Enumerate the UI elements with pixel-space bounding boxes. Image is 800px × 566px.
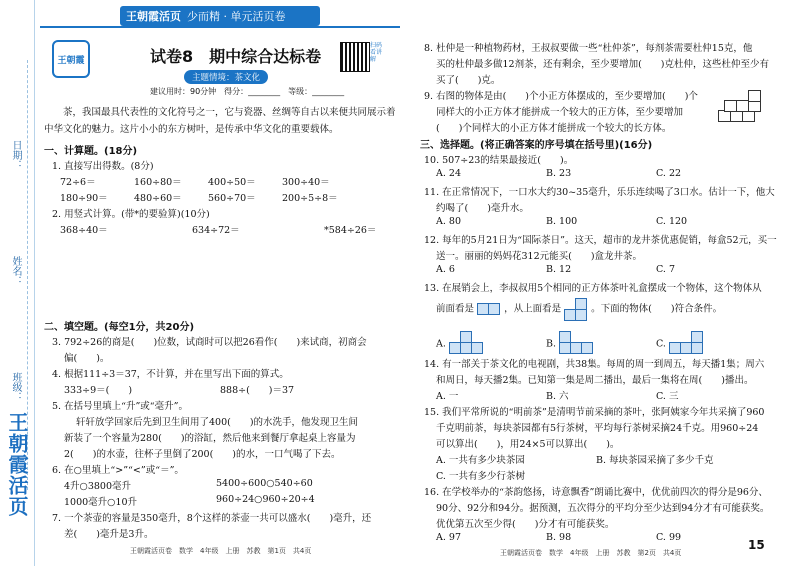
q16-line3: 优优第五次至少得( )分才有可能获奖。 — [436, 519, 615, 530]
q9-line2: 同样大的小正方体才能拼成一个较大的正方体，至少要增加 — [436, 107, 684, 118]
q6-text: 6. 在○里填上“>”“<”或“＝”。 — [52, 465, 184, 476]
theme-badge: 主题情境：茶文化 — [184, 70, 268, 84]
section-calc-heading: 一、计算题。(18分) — [44, 146, 138, 157]
q13-line1: 13. 在展销会上，李叔叔用5个相同的正方体茶叶礼盒摆成一个物体，这个物体从 — [424, 283, 762, 294]
q15-line3: 可以算出( )，用24×5可以算出( )。 — [436, 439, 620, 450]
class-label: 班级： — [10, 372, 21, 402]
q13-top-label: ，从上面看是 — [504, 303, 562, 315]
q4-eq2: 888÷( )＝37 — [220, 385, 295, 396]
q2-item: 368÷40＝ — [60, 225, 108, 236]
q1-row2 — [60, 190, 356, 204]
q14-line1: 14. 有一部关于茶文化的电视剧，共38集。每周的周一到周五，每天播1集；周六 — [424, 359, 765, 370]
q13-tail: 。下面的物体( )符合条件。 — [591, 303, 723, 315]
brand-tagline: 少而精 · 单元活页卷 — [187, 10, 286, 23]
q16-option: A. 97 — [436, 532, 461, 543]
cube-stack-figure — [718, 92, 774, 122]
q16-option: C. 99 — [656, 532, 682, 543]
q3-line1: 3. 792÷26的商是( )位数，试商时可以把26看作( )来试商，初商会 — [52, 337, 367, 348]
q1-item: 560÷70＝ — [208, 193, 256, 204]
q9-line3: ( )个同样大的小正方体才能拼成一个较大的长方体。 — [436, 123, 672, 134]
q16-line1: 16. 在学校举办的“茶韵悠扬，诗意飘香”朗诵比赛中，优优前四次的得分是96分、 — [424, 487, 768, 498]
q13-option-c — [656, 334, 703, 354]
header-rule — [40, 26, 400, 28]
q1-item: 400÷50＝ — [208, 177, 256, 188]
q4-eq1: 333÷9＝( ) — [64, 385, 133, 396]
q14-option: A. 一 — [436, 391, 459, 402]
q16-line2: 90分、92分和94分。据预测，五次得分的平均分至少达到94分才有可能获奖。 — [436, 503, 770, 514]
left-footer: 王朝霞活页卷 数学 4年级 上册 苏教 第1页 共4页 — [130, 547, 312, 555]
page-number: 15 — [748, 538, 765, 552]
cube-figure-b — [559, 334, 593, 354]
option-label: A. — [436, 338, 446, 350]
q8-line3: 买了( )克。 — [436, 75, 501, 86]
q11-line2: 约喝了( )毫升水。 — [436, 203, 529, 214]
q14-line2: 和周日，每天播2集。已知第一集是周二播出，最后一集将在周( )播出。 — [436, 375, 754, 386]
q15-line2: 千克明前茶，每块茶园都有5行茶树，平均每行茶树采摘24千克。用960÷24 — [436, 423, 759, 434]
qr-code-icon[interactable] — [340, 42, 370, 72]
q15-line1: 15. 我们平常所说的“明前茶”是清明节前采摘的茶叶，张阿姨家今年共采摘了960 — [424, 407, 765, 418]
cube-figure-a — [449, 334, 483, 354]
q9-line1: 9. 右图的物体是由( )个小正方体摆成的，至少要增加( )个 — [424, 91, 698, 102]
q13-line2 — [436, 298, 722, 320]
q8-line1: 8. 杜仲是一种植物药材，王叔叔要做一些“杜仲茶”，每剂茶需要杜仲15克，他 — [424, 43, 753, 54]
q2-row — [60, 222, 424, 236]
q3-line2: 偏( )。 — [64, 353, 110, 364]
q1-text: 1. 直接写出得数。(8分) — [52, 161, 154, 172]
q5-line2: 新装了一个容量为280( )的浴缸，然后他来到餐厅拿起桌上容量为 — [64, 433, 356, 444]
brand-logo-icon: 王朝霞 — [52, 40, 90, 78]
q10-option: B. 23 — [546, 168, 572, 179]
section-choice-heading: 三、选择题。(将正确答案的序号填在括号里)(16分) — [420, 140, 653, 151]
brand-name: 王朝霞活页 — [126, 10, 181, 23]
test-meta: 建议用时：90分钟 得分：________ 等级：________ — [150, 87, 345, 96]
name-label: 姓名： — [10, 256, 21, 286]
q12-line2: 送一。丽丽的妈妈花312元能买( )盒龙井茶。 — [436, 251, 643, 262]
date-label: 日期： — [10, 140, 21, 170]
q4-line1: 4. 根据111÷3＝37，不计算，并在里写出下面的算式。 — [52, 369, 289, 380]
q11-option: A. 80 — [436, 216, 461, 227]
q11-option: C. 120 — [656, 216, 688, 227]
q2-text: 2. 用竖式计算。(带*的要验算)(10分) — [52, 209, 210, 220]
q13-front-label: 前面看是 — [436, 303, 475, 315]
front-view-figure — [477, 303, 501, 315]
q6-item: 960÷24○960÷20÷4 — [216, 494, 315, 505]
q15-option-a: A. 一共有多少块茶园 — [436, 455, 525, 466]
q14-option: C. 三 — [656, 391, 679, 402]
q11-option: B. 100 — [546, 216, 578, 227]
binding-strip — [0, 0, 35, 566]
side-brand-logo: 王朝霞活页 — [5, 412, 29, 517]
q10-text: 10. 507÷23的结果最接近( )。 — [424, 155, 574, 166]
option-label: C. — [656, 338, 666, 350]
q1-item: 200÷5÷8＝ — [282, 193, 338, 204]
q12-option: A. 6 — [436, 264, 455, 275]
q5-line1: 轩轩放学回家后先到卫生间用了400( )的水洗手，他发现卫生间 — [76, 417, 359, 428]
q1-item: 300÷40＝ — [282, 177, 330, 188]
q1-item: 480÷60＝ — [134, 193, 182, 204]
q6-item: 4升○3800毫升 — [64, 481, 132, 492]
q7-line2: 差( )毫升是3升。 — [64, 529, 154, 540]
q10-option: C. 22 — [656, 168, 682, 179]
option-label: B. — [546, 338, 557, 350]
q6-item: 5400÷600○540÷60 — [216, 478, 313, 489]
header-banner — [120, 6, 320, 26]
q8-line2: 买的杜仲最多做12剂茶，还有剩余，至少要增加( )克杜仲，这些杜仲至少有 — [436, 59, 770, 70]
q2-item: *584÷26＝ — [324, 225, 377, 236]
q1-item: 160÷80＝ — [134, 177, 182, 188]
q12-option: C. 7 — [656, 264, 676, 275]
page-title: 试卷8 期中综合达标卷 — [150, 47, 322, 66]
q13-option-a — [436, 334, 483, 354]
cube-figure-c — [669, 334, 703, 354]
q11-line1: 11. 在正常情况下，一口水大约30~35毫升，乐乐连续喝了3口水。估计一下，他大 — [424, 187, 775, 198]
q6-item: 1000毫升○10升 — [64, 497, 138, 508]
q1-row1 — [60, 174, 356, 188]
q16-option: B. 98 — [546, 532, 572, 543]
q13-option-b — [546, 334, 593, 354]
q15-option-b: B. 每块茶园采摘了多少千克 — [596, 455, 714, 466]
qr-caption: 扫码看讲解 — [370, 42, 383, 63]
q14-option: B. 六 — [546, 391, 569, 402]
q5-text: 5. 在括号里填上“升”或“毫升”。 — [52, 401, 189, 412]
q12-option: B. 12 — [546, 264, 572, 275]
intro-paragraph: 茶，我国最具代表性的文化符号之一，它与瓷器、丝绸等自古以来便共同展示着中华文化的魅力。这片小小的东方树叶，是传承中华文化的重要载体。 — [44, 107, 396, 135]
section-fill-heading: 二、填空题。(每空1分，共20分) — [44, 322, 195, 333]
q12-line1: 12. 每年的5月21日为“国际茶日”。这天，超市的龙井茶优惠促销，每盒52元，买一 — [424, 235, 777, 246]
q7-line1: 7. 一个茶壶的容量是350毫升，8个这样的茶壶一共可以盛水( )毫升，还 — [52, 513, 372, 524]
top-view-figure — [564, 298, 588, 320]
right-footer: 王朝霞活页卷 数学 4年级 上册 苏教 第2页 共4页 — [500, 549, 682, 557]
q1-item: 72÷6＝ — [60, 177, 96, 188]
q2-item: 634÷72＝ — [192, 225, 240, 236]
q10-option: A. 24 — [436, 168, 461, 179]
q15-option-c: C. 一共有多少行茶树 — [436, 471, 525, 482]
q5-line3: 2( )的水壶，往杯子里倒了200( )的水，一口气喝了下去。 — [64, 449, 341, 460]
q1-item: 180÷90＝ — [60, 193, 108, 204]
